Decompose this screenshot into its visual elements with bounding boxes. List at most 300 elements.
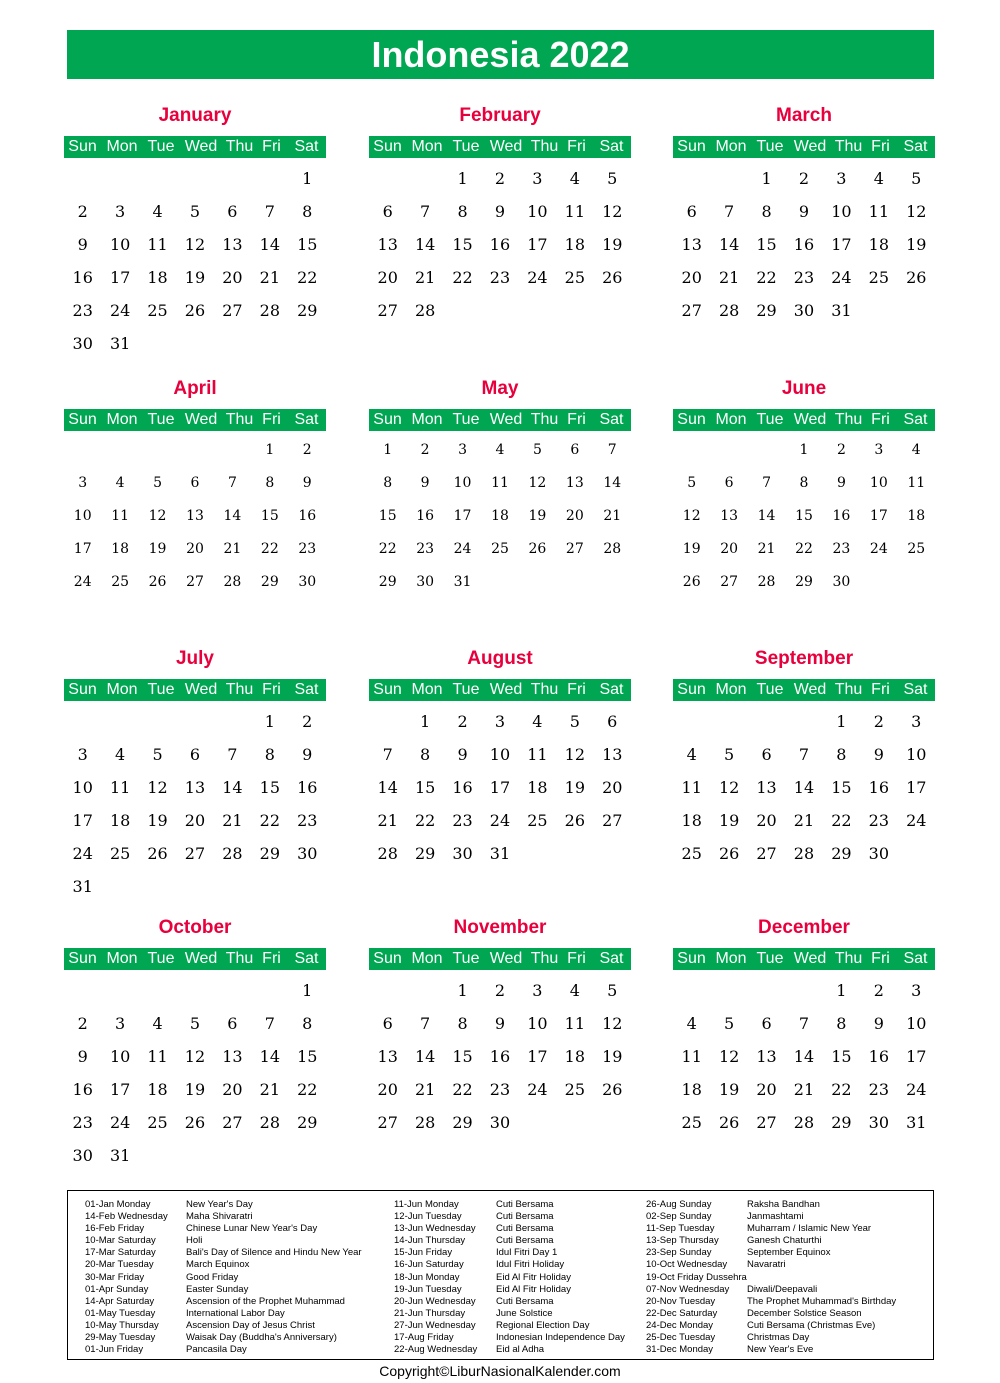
weekday-label: Thu <box>834 950 863 967</box>
day-cell <box>748 712 785 745</box>
day-cell: 19 <box>718 811 740 830</box>
day-cell: 30 <box>298 574 317 590</box>
day-cell <box>139 169 176 202</box>
day-cell <box>748 981 785 1014</box>
week-row <box>64 506 326 539</box>
day-cell: 11 <box>491 475 509 491</box>
day-cell: 28 <box>414 301 436 320</box>
weekday-label: Fri <box>567 950 586 967</box>
day-cell: 6 <box>382 1014 393 1033</box>
day-cell: 22 <box>452 268 473 287</box>
day-cell <box>481 572 518 605</box>
day-cell: 10 <box>109 235 131 254</box>
day-cell <box>101 981 138 1014</box>
day-cell: 3 <box>115 1014 126 1033</box>
day-cell: 21 <box>377 811 398 830</box>
day-cell <box>139 712 176 745</box>
day-cell <box>406 169 443 202</box>
day-cell: 17 <box>72 811 93 830</box>
day-cell: 5 <box>607 981 618 1000</box>
day-cell: 30 <box>868 1113 889 1132</box>
weekday-label: Wed <box>184 681 218 698</box>
holiday-row <box>646 1332 810 1344</box>
day-cell: 18 <box>527 778 548 797</box>
day-cell: 9 <box>873 1014 884 1033</box>
holiday-row <box>646 1295 897 1308</box>
weekday-label: Tue <box>756 138 784 155</box>
day-cell: 16 <box>298 508 317 524</box>
weekday-header <box>673 679 935 701</box>
week-row <box>369 778 631 811</box>
holiday-date: 14-Apr Saturday <box>85 1295 155 1307</box>
day-cell: 31 <box>109 334 131 353</box>
day-cell: 7 <box>227 745 238 764</box>
day-cell: 2 <box>77 1014 88 1033</box>
holiday-column-3 <box>646 1199 897 1356</box>
week-row <box>673 301 935 334</box>
month-name: June <box>781 378 827 399</box>
day-cell: 9 <box>420 475 430 491</box>
weekday-label: Sat <box>294 411 319 428</box>
day-cell: 29 <box>831 1113 852 1132</box>
day-cell <box>101 169 138 202</box>
holiday-row <box>394 1295 554 1308</box>
day-cell: 12 <box>906 202 927 221</box>
day-cell: 22 <box>260 541 279 557</box>
weekday-label: Mon <box>715 681 747 698</box>
day-cell: 12 <box>682 508 701 524</box>
day-cell: 2 <box>873 712 884 731</box>
day-cell: 18 <box>907 508 926 524</box>
day-cell: 3 <box>77 745 88 764</box>
holiday-row <box>646 1259 786 1271</box>
holiday-row <box>394 1344 545 1356</box>
day-cell: 27 <box>720 574 739 590</box>
day-cell: 17 <box>73 541 92 557</box>
day-cell <box>556 301 593 334</box>
holiday-name: New Year's Eve <box>747 1344 814 1356</box>
day-cell: 4 <box>911 442 921 458</box>
holiday-name: Cuti Bersama <box>496 1235 554 1247</box>
holiday-row <box>394 1307 553 1320</box>
day-cell: 5 <box>189 202 201 221</box>
holiday-date: 25-Dec Tuesday <box>646 1332 716 1344</box>
day-cell: 11 <box>564 202 585 221</box>
day-cell: 5 <box>724 745 735 764</box>
weekday-header <box>369 409 631 431</box>
holiday-row <box>646 1272 747 1284</box>
day-cell: 15 <box>260 508 279 524</box>
day-cell <box>406 981 443 1014</box>
day-cell: 30 <box>832 574 851 590</box>
month-july <box>64 646 326 910</box>
day-cell: 16 <box>297 778 318 797</box>
day-cell: 13 <box>681 235 702 254</box>
day-cell: 6 <box>686 202 697 221</box>
holiday-name: March Equinox <box>186 1259 250 1271</box>
month-name: September <box>754 648 854 669</box>
day-cell: 22 <box>378 541 397 557</box>
holiday-row <box>394 1283 571 1296</box>
day-cell: 1 <box>836 712 847 731</box>
holiday-name: Ascension of the Prophet Muhammad <box>186 1295 345 1307</box>
holiday-name: International Labor Day <box>186 1307 285 1319</box>
day-cell: 13 <box>184 778 206 797</box>
day-cell: 19 <box>682 541 701 557</box>
day-cell <box>139 334 176 367</box>
week-row <box>64 844 326 877</box>
day-cell: 1 <box>265 442 275 458</box>
weekday-label: Mon <box>106 950 138 967</box>
day-cell: 23 <box>298 541 317 557</box>
weekday-label: Sun <box>677 138 706 155</box>
day-cell: 22 <box>452 1080 473 1099</box>
day-cell: 17 <box>869 508 888 524</box>
day-cell: 6 <box>570 442 580 458</box>
day-cell: 28 <box>603 541 622 557</box>
day-cell: 24 <box>109 301 131 320</box>
holiday-date: 01-Jan Monday <box>85 1199 151 1210</box>
day-cell: 30 <box>489 1113 511 1132</box>
day-cell: 16 <box>416 508 435 524</box>
day-cell: 5 <box>152 745 163 764</box>
holiday-row <box>85 1223 318 1235</box>
day-cell: 29 <box>756 301 777 320</box>
day-cell: 2 <box>77 202 88 221</box>
day-cell: 23 <box>72 1113 93 1132</box>
day-cell: 5 <box>569 712 580 731</box>
day-cell: 29 <box>378 574 397 590</box>
day-cell: 9 <box>302 745 313 764</box>
day-cell: 4 <box>569 169 580 188</box>
day-cell: 23 <box>868 1080 889 1099</box>
day-cell: 13 <box>377 1047 398 1066</box>
day-cell <box>369 712 406 745</box>
weekday-label: Thu <box>834 138 863 155</box>
weekday-label: Thu <box>225 681 254 698</box>
weekday-label: Thu <box>530 950 559 967</box>
weekday-header <box>673 136 935 158</box>
day-cell <box>710 440 747 473</box>
day-cell: 26 <box>718 1113 740 1132</box>
week-row <box>64 539 326 572</box>
day-cell: 20 <box>756 811 777 830</box>
weekday-label: Sat <box>903 950 928 967</box>
holiday-date: 22-Aug Wednesday <box>394 1344 478 1356</box>
day-cell <box>785 712 822 745</box>
holiday-name: Eid Al Fitr Holiday <box>496 1271 571 1283</box>
day-cell: 30 <box>452 844 473 863</box>
holiday-name: Diwali/Deepavali <box>747 1283 818 1295</box>
day-cell: 16 <box>72 268 93 287</box>
day-cell: 28 <box>259 301 280 320</box>
day-cell <box>176 877 213 910</box>
day-cell: 18 <box>681 811 702 830</box>
day-cell: 4 <box>495 442 505 458</box>
week-row <box>64 778 326 811</box>
holiday-date: 16-Jun Saturday <box>394 1259 464 1271</box>
holiday-row <box>394 1199 554 1211</box>
day-cell: 14 <box>603 475 622 491</box>
day-cell <box>101 877 138 910</box>
week-row <box>64 745 326 778</box>
day-cell: 12 <box>718 778 740 797</box>
holiday-date: 01-Apr Sunday <box>85 1283 149 1295</box>
day-cell <box>594 1113 631 1146</box>
day-cell: 3 <box>532 169 543 188</box>
day-cell: 10 <box>869 475 888 491</box>
day-cell: 24 <box>869 541 888 557</box>
day-cell: 27 <box>756 1113 777 1132</box>
holiday-date: 01-Jun Friday <box>85 1344 144 1356</box>
day-cell: 16 <box>868 778 889 797</box>
day-cell <box>176 440 213 473</box>
holiday-row <box>85 1259 250 1271</box>
day-cell: 5 <box>687 475 697 491</box>
day-cell <box>785 981 822 1014</box>
holiday-name: Bali's Day of Silence and Hindu New Year <box>186 1247 362 1259</box>
day-cell: 18 <box>564 235 585 254</box>
day-cell: 10 <box>906 1014 927 1033</box>
holiday-date: 17-Mar Saturday <box>85 1247 156 1259</box>
day-cell: 11 <box>907 475 926 491</box>
holiday-date: 01-May Tuesday <box>85 1307 156 1319</box>
weekday-label: Sun <box>677 411 706 428</box>
holiday-date: 13-Jun Wednesday <box>394 1223 476 1235</box>
day-cell: 12 <box>184 1047 206 1066</box>
day-cell: 26 <box>602 1080 623 1099</box>
day-cell: 11 <box>111 508 130 524</box>
day-cell: 12 <box>564 745 585 764</box>
day-cell: 29 <box>452 1113 473 1132</box>
holiday-name: Idul Fitri Day 1 <box>496 1247 558 1259</box>
holiday-row <box>394 1271 571 1284</box>
week-row <box>673 1014 935 1047</box>
weekday-header <box>64 409 326 431</box>
day-cell: 25 <box>907 541 926 557</box>
day-cell <box>214 440 251 473</box>
day-cell: 14 <box>414 235 436 254</box>
day-cell <box>594 572 631 605</box>
day-cell: 11 <box>564 1014 585 1033</box>
day-cell: 28 <box>757 574 776 590</box>
weekday-label: Sat <box>903 411 928 428</box>
week-row <box>64 169 326 202</box>
day-cell <box>64 169 101 202</box>
weekday-header <box>369 136 631 158</box>
holiday-row <box>394 1319 590 1332</box>
holiday-date: 15-Jun Friday <box>394 1247 453 1259</box>
day-cell <box>519 301 556 334</box>
weekday-label: Tue <box>756 681 784 698</box>
day-cell: 23 <box>489 268 511 287</box>
day-cell: 16 <box>72 1080 93 1099</box>
day-cell: 16 <box>489 1047 511 1066</box>
day-cell <box>139 981 176 1014</box>
day-cell: 17 <box>489 778 511 797</box>
weekday-label: Wed <box>793 681 827 698</box>
weekday-label: Mon <box>715 138 747 155</box>
day-cell: 22 <box>756 268 777 287</box>
day-cell: 5 <box>532 442 542 458</box>
day-cell: 13 <box>756 778 777 797</box>
weekday-header <box>64 136 326 158</box>
holiday-row <box>85 1199 253 1211</box>
holiday-name: Maha Shivaratri <box>186 1211 253 1223</box>
day-cell: 24 <box>72 844 93 863</box>
week-row <box>64 1047 326 1080</box>
month-april <box>64 376 326 605</box>
weekday-label: Wed <box>489 950 523 967</box>
day-cell <box>898 301 935 334</box>
day-cell: 29 <box>414 844 436 863</box>
day-cell: 2 <box>836 442 846 458</box>
day-cell: 9 <box>836 475 846 491</box>
day-cell: 31 <box>906 1113 927 1132</box>
day-cell: 27 <box>186 574 204 590</box>
week-row <box>369 202 631 235</box>
day-cell: 14 <box>259 235 280 254</box>
holiday-name: Cuti Bersama <box>496 1223 554 1235</box>
holiday-column-2 <box>394 1199 625 1356</box>
weekday-label: Tue <box>452 138 480 155</box>
day-cell <box>251 981 288 1014</box>
day-cell: 7 <box>798 1014 810 1033</box>
day-cell: 30 <box>72 1146 93 1165</box>
day-cell: 27 <box>681 301 702 320</box>
day-cell: 6 <box>382 202 393 221</box>
day-cell: 12 <box>147 778 168 797</box>
day-cell <box>556 1113 593 1146</box>
holiday-name: Navaratri <box>747 1259 786 1271</box>
week-row <box>64 1014 326 1047</box>
weekday-label: Sat <box>599 950 624 967</box>
weekday-label: Thu <box>834 411 863 428</box>
day-cell: 3 <box>532 981 543 1000</box>
day-cell <box>594 844 631 877</box>
holiday-row <box>646 1319 876 1332</box>
week-row <box>369 1113 631 1146</box>
week-row <box>64 440 326 473</box>
holiday-list <box>67 1190 934 1360</box>
day-cell: 12 <box>148 508 167 524</box>
weekday-label: Sat <box>599 138 624 155</box>
day-cell: 17 <box>109 1080 131 1099</box>
day-cell: 6 <box>190 475 200 491</box>
day-cell: 27 <box>377 1113 398 1132</box>
day-cell <box>481 301 518 334</box>
week-row <box>369 811 631 844</box>
weekday-label: Sun <box>68 138 97 155</box>
month-february <box>369 103 631 334</box>
week-row <box>673 572 935 605</box>
holiday-date: 31-Dec Monday <box>646 1344 714 1356</box>
holiday-date: 22-Dec Saturday <box>646 1307 718 1319</box>
day-cell: 27 <box>222 301 243 320</box>
day-cell: 1 <box>302 169 313 188</box>
day-cell: 10 <box>453 475 472 491</box>
holiday-name: Christmas Day <box>747 1332 810 1344</box>
week-row <box>64 1113 326 1146</box>
day-cell <box>673 440 710 473</box>
day-cell <box>214 1146 251 1179</box>
day-cell: 24 <box>906 1080 927 1099</box>
day-cell: 20 <box>602 778 623 797</box>
holiday-date: 11-Jun Monday <box>394 1199 459 1210</box>
holiday-date: 20-Mar Tuesday <box>85 1259 154 1271</box>
day-cell: 23 <box>489 1080 511 1099</box>
day-cell: 8 <box>265 475 275 491</box>
holiday-date: 18-Jun Monday <box>394 1271 460 1283</box>
month-name: January <box>158 105 232 126</box>
day-cell: 1 <box>799 442 809 458</box>
day-cell: 28 <box>793 844 815 863</box>
day-cell: 4 <box>115 475 125 491</box>
page-title: Indonesia 2022 <box>67 30 934 79</box>
weekday-label: Wed <box>489 681 523 698</box>
holiday-date: 14-Jun Thursday <box>394 1235 466 1247</box>
day-cell: 9 <box>873 745 884 764</box>
week-row <box>369 1080 631 1113</box>
holiday-date: 20-Nov Tuesday <box>646 1295 716 1307</box>
holiday-date: 26-Aug Sunday <box>646 1199 712 1210</box>
day-cell: 13 <box>720 508 739 524</box>
holiday-name: Chinese Lunar New Year's Day <box>186 1223 318 1235</box>
day-cell <box>289 877 326 910</box>
month-january <box>64 103 326 367</box>
day-cell: 7 <box>798 745 810 764</box>
holiday-date: 30-Mar Friday <box>85 1271 145 1283</box>
holiday-row <box>85 1235 203 1247</box>
day-cell: 7 <box>227 475 237 491</box>
day-cell: 7 <box>420 202 431 221</box>
day-cell: 2 <box>494 169 506 188</box>
weekday-label: Sat <box>599 411 624 428</box>
weekday-label: Wed <box>793 950 827 967</box>
day-cell: 19 <box>564 778 585 797</box>
month-september <box>673 646 935 877</box>
holiday-row <box>646 1223 872 1235</box>
day-cell: 7 <box>264 202 275 221</box>
holiday-row <box>394 1211 554 1223</box>
day-cell: 4 <box>873 169 884 188</box>
day-cell: 26 <box>184 1113 206 1132</box>
weekday-header <box>64 679 326 701</box>
day-cell <box>176 712 213 745</box>
day-cell: 8 <box>383 475 393 491</box>
holiday-date: 19-Jun Tuesday <box>394 1283 462 1295</box>
day-cell: 24 <box>906 811 927 830</box>
week-row <box>369 473 631 506</box>
day-cell: 3 <box>836 169 847 188</box>
weekday-label: Fri <box>262 411 281 428</box>
day-cell: 2 <box>302 442 312 458</box>
holiday-name: September Equinox <box>747 1247 831 1259</box>
day-cell <box>214 981 251 1014</box>
day-cell: 29 <box>297 301 318 320</box>
day-cell: 8 <box>302 1014 313 1033</box>
holiday-date: 24-Dec Monday <box>646 1319 714 1331</box>
day-cell: 7 <box>762 475 772 491</box>
day-cell: 5 <box>189 1014 201 1033</box>
day-cell: 2 <box>420 442 430 458</box>
weekday-label: Wed <box>184 950 218 967</box>
day-cell: 21 <box>718 268 740 287</box>
weekday-label: Sat <box>294 138 319 155</box>
week-row <box>369 1014 631 1047</box>
day-cell: 22 <box>831 1080 852 1099</box>
day-cell: 21 <box>793 811 815 830</box>
